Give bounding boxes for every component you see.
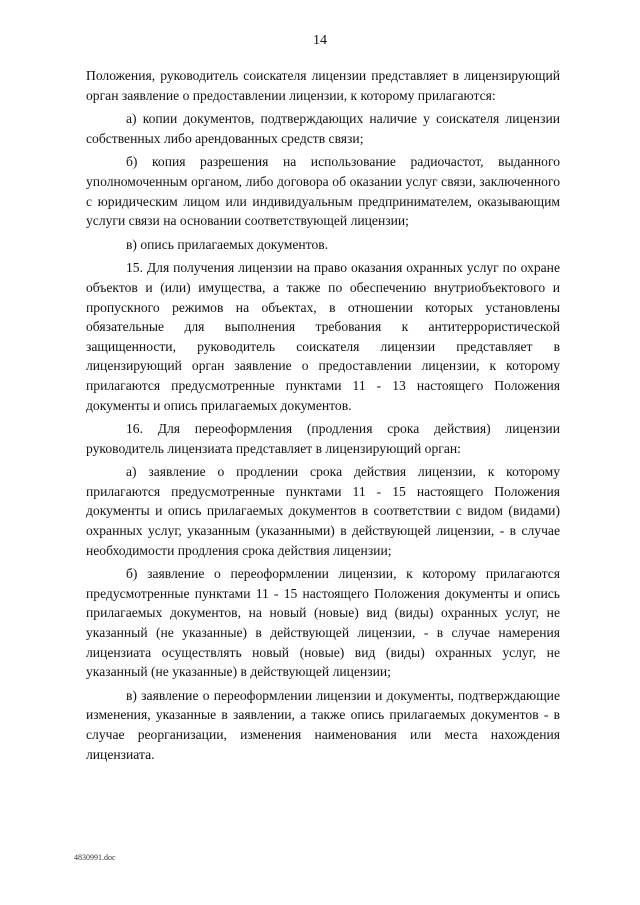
clause-16-item-c: в) заявление о переоформлении лицензии и документы, подтверждающие изменения, указанные в заявлении, а также опись прилагаемых документов - в случае реорганизации, изменения наименования или места нахождения лицензиата. <box>86 687 560 762</box>
list-item-b-radio-permit: б) копия разрешения на использование радиочастот, выданного уполномоченным органом, либо договора об оказании услуг связи, заключенного с юридическим лицом или индивидуальным предпринимателем, оказывающим услуги связи на основании соответствующей лицензии; <box>86 154 560 229</box>
file-reference: 4830991.doc <box>74 853 116 862</box>
page-number: 14 <box>313 33 327 48</box>
clause-15: 15. Для получения лицензии на право оказания охранных услуг по охране объектов и (или) имущества, а также по обеспечению внутриобъектового и пропускного режимов на объектах, в отношении которых установлены обязательные для выполнения требования к антитеррористической защищенности, руководитель соискателя лицензии представляет в лицензирующий орган заявление о предоставлении лицензии, к которому прилагаются предусмотренные пунктами 11 - 13 настоящего Положения документы и опись прилагаемых документов. <box>86 260 560 413</box>
document-body <box>86 66 560 768</box>
list-item-c-inventory: в) опись прилагаемых документов. <box>126 236 329 252</box>
list-item-a-copies: а) копии документов, подтверждающих наличие у соискателя лицензии собственных либо арендованных средств связи; <box>86 111 560 146</box>
clause-16-item-b: б) заявление о переоформлении лицензии, к которому прилагаются предусмотренные пунктами 11 - 15 настоящего Положения документы и опись прилагаемых документов, на новый (новые) вид (виды) охранных услуг, не указанный (не указанные) в действующей лицензии, - в случае намерения лицензиата осуществлять новый (новые) вид (виды) охранных услуг, не указанный (не указанные) в действующей лицензии; <box>86 566 560 680</box>
paragraph-continuation: Положения, руководитель соискателя лицензии представляет в лицензирующий орган заявление о предоставлении лицензии, к которому прилагаются: <box>86 68 560 103</box>
clause-16-item-a: а) заявление о продлении срока действия лицензии, к которому прилагаются предусмотренные пунктами 11 - 15 настоящего Положения документы и опись прилагаемых документов в соответствии с видом (видами) охранных услуг, указанным (указанными) в действующей лицензии, - в случае необходимости продления срока действия лицензии; <box>86 464 560 558</box>
clause-16: 16. Для переоформления (продления срока действия) лицензии руководитель лицензиата представляет в лицензирующий орган: <box>86 421 560 456</box>
